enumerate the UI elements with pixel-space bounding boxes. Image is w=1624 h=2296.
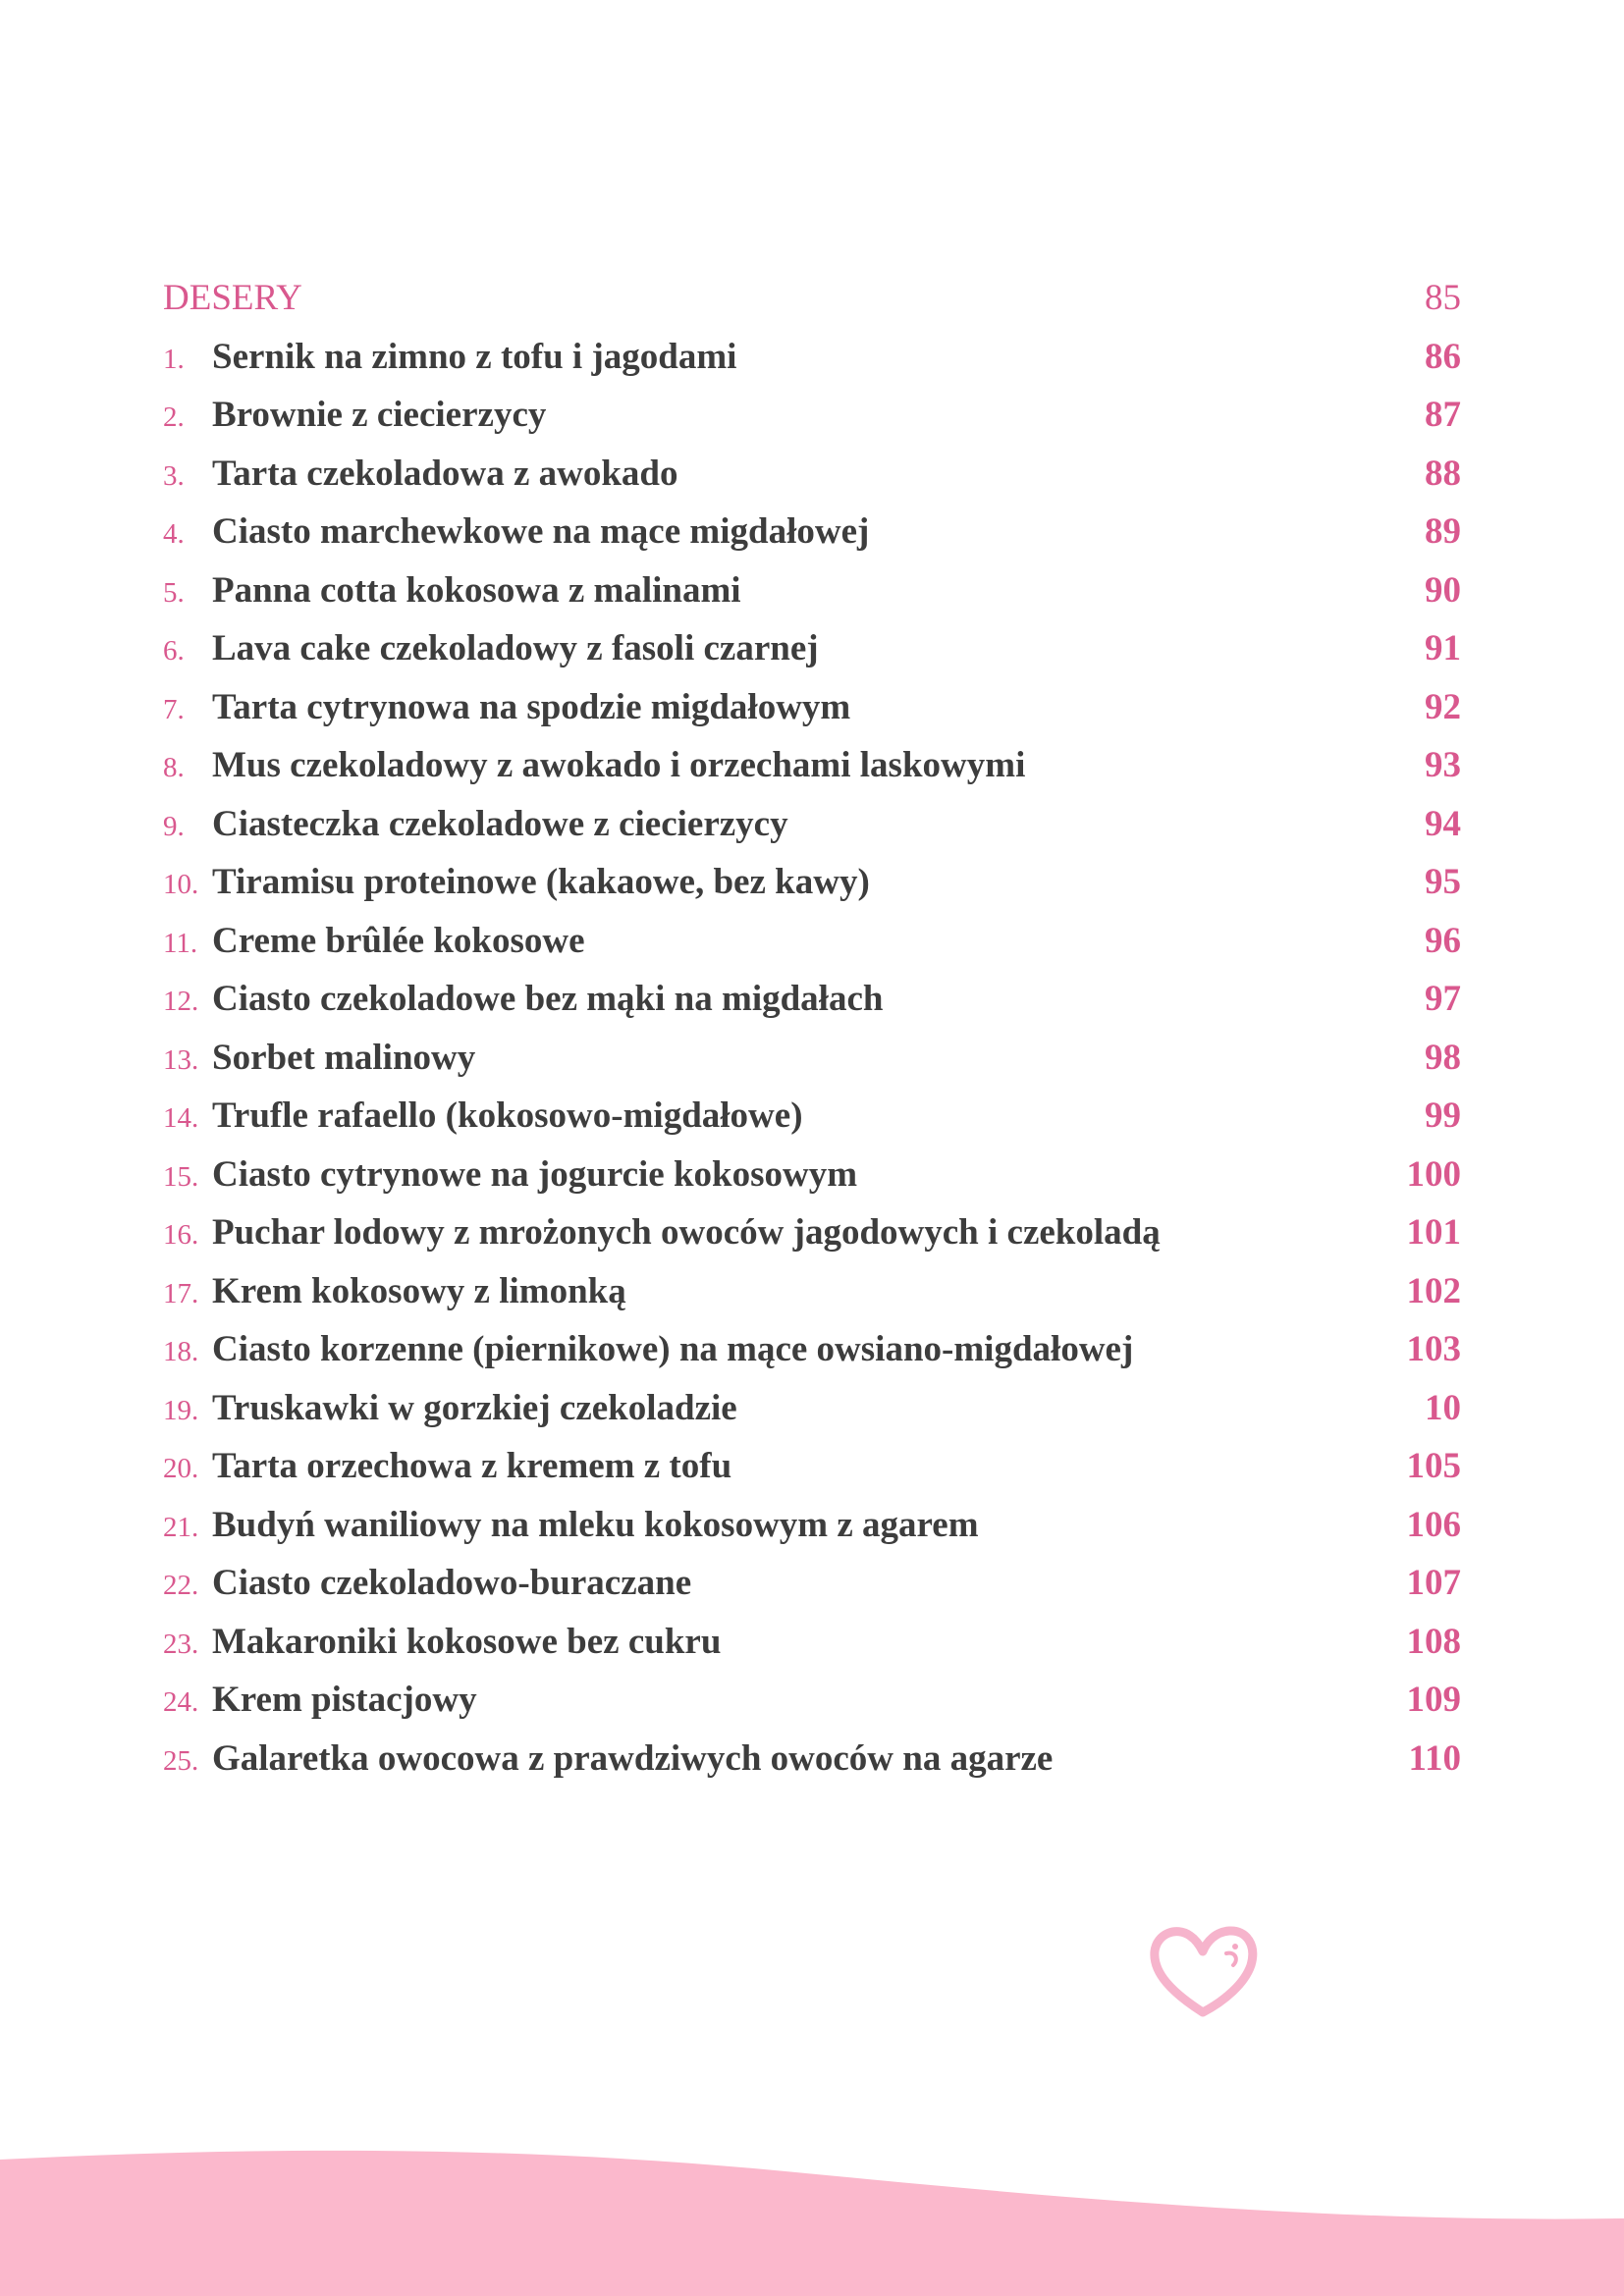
toc-item xyxy=(163,1320,1461,1379)
toc-item xyxy=(163,970,1461,1029)
toc-item-number: 18. xyxy=(163,1336,199,1367)
section-header xyxy=(163,269,1461,328)
toc-item-number: 11. xyxy=(163,927,198,959)
wave-shape xyxy=(0,2150,1624,2296)
toc-item-page: 98 xyxy=(1425,1037,1461,1078)
toc-item-page: 101 xyxy=(1406,1212,1461,1253)
toc-item-page: 93 xyxy=(1425,745,1461,785)
toc-item-page: 88 xyxy=(1425,453,1461,494)
toc-item-number: 24. xyxy=(163,1686,199,1718)
toc-item-page: 107 xyxy=(1406,1563,1461,1603)
toc-item-page: 99 xyxy=(1425,1095,1461,1136)
toc-item-number: 14. xyxy=(163,1102,199,1134)
toc-item xyxy=(163,1496,1461,1555)
toc-item-title: Truskawki w gorzkiej czekoladzie xyxy=(212,1387,737,1428)
toc-item-title: Ciasto cytrynowe na jogurcie kokosowym xyxy=(212,1153,858,1195)
table-of-contents xyxy=(163,269,1461,1788)
toc-item-title: Sernik na zimno z tofu i jagodami xyxy=(212,336,737,377)
toc-item-page: 110 xyxy=(1408,1737,1461,1779)
toc-item-page: 91 xyxy=(1425,628,1461,668)
section-title: DESERY xyxy=(163,278,302,318)
toc-item-title: Trufle rafaello (kokosowo-migdałowe) xyxy=(212,1095,803,1136)
toc-item-title: Lava cake czekoladowy z fasoli czarnej xyxy=(212,628,819,668)
toc-item-number: 8. xyxy=(163,752,185,783)
toc-item-title: Krem pistacjowy xyxy=(212,1680,477,1720)
toc-item xyxy=(163,619,1461,678)
toc-item-page: 90 xyxy=(1425,569,1461,611)
toc-item xyxy=(163,503,1461,561)
toc-item xyxy=(163,1029,1461,1088)
toc-item-title: Tiramisu proteinowe (kakaowe, bez kawy) xyxy=(212,862,870,902)
toc-item-page: 102 xyxy=(1406,1270,1461,1311)
toc-item-number: 23. xyxy=(163,1628,199,1660)
toc-item-number: 2. xyxy=(163,401,185,433)
toc-item-number: 1. xyxy=(163,343,185,375)
toc-item-number: 17. xyxy=(163,1277,199,1309)
toc-item-title: Tarta czekoladowa z awokado xyxy=(212,453,678,494)
toc-item-title: Ciasto marchewkowe na mące migdałowej xyxy=(212,511,870,552)
toc-item-page: 100 xyxy=(1406,1153,1461,1195)
toc-item-number: 22. xyxy=(163,1570,199,1601)
toc-item xyxy=(163,1262,1461,1321)
toc-item-page: 95 xyxy=(1425,862,1461,902)
toc-item xyxy=(163,1146,1461,1204)
toc-item-title: Galaretka owocowa z prawdziwych owoców na agarze xyxy=(212,1737,1054,1779)
toc-item-page: 97 xyxy=(1425,979,1461,1019)
toc-item xyxy=(163,795,1461,854)
toc-item-page: 94 xyxy=(1425,803,1461,844)
toc-item xyxy=(163,1203,1461,1262)
toc-item-page: 89 xyxy=(1425,511,1461,552)
toc-item-page: 105 xyxy=(1406,1446,1461,1486)
toc-item-page: 92 xyxy=(1425,686,1461,727)
toc-item-title: Krem kokosowy z limonką xyxy=(212,1270,626,1311)
toc-item xyxy=(163,1379,1461,1438)
toc-item-number: 10. xyxy=(163,869,199,900)
toc-item-number: 5. xyxy=(163,576,185,609)
toc-item xyxy=(163,1087,1461,1146)
toc-item-number: 19. xyxy=(163,1394,199,1426)
toc-item-title: Makaroniki kokosowe bez cukru xyxy=(212,1621,722,1662)
toc-item-title: Ciasteczka czekoladowe z ciecierzycy xyxy=(212,803,788,844)
toc-item-number: 7. xyxy=(163,693,185,725)
toc-item-page: 10 xyxy=(1425,1387,1461,1428)
section-page: 85 xyxy=(1425,278,1461,318)
toc-item-page: 103 xyxy=(1406,1329,1461,1369)
toc-item xyxy=(163,1554,1461,1613)
toc-item-title: Puchar lodowy z mrożonych owoców jagodowych i czekoladą xyxy=(212,1212,1161,1253)
toc-item xyxy=(163,912,1461,971)
toc-item xyxy=(163,445,1461,504)
toc-item xyxy=(163,1671,1461,1730)
toc-item-number: 21. xyxy=(163,1511,199,1543)
toc-item-title: Brownie z ciecierzycy xyxy=(212,395,547,435)
toc-item-number: 4. xyxy=(163,518,185,550)
toc-item xyxy=(163,1437,1461,1496)
toc-item xyxy=(163,1730,1461,1789)
toc-item-page: 108 xyxy=(1406,1621,1461,1662)
toc-item-title: Tarta orzechowa z kremem z tofu xyxy=(212,1446,732,1486)
toc-item-title: Ciasto czekoladowo-buraczane xyxy=(212,1563,692,1603)
toc-item-page: 96 xyxy=(1425,920,1461,961)
toc-item xyxy=(163,736,1461,795)
toc-item-title: Ciasto czekoladowe bez mąki na migdałach xyxy=(212,979,884,1019)
toc-item-number: 16. xyxy=(163,1219,199,1251)
toc-item xyxy=(163,1613,1461,1672)
toc-item xyxy=(163,678,1461,737)
toc-item-title: Ciasto korzenne (piernikowe) na mące owsiano-migdałowej xyxy=(212,1329,1134,1369)
toc-item-number: 6. xyxy=(163,635,185,667)
heart-icon xyxy=(1145,1922,1261,2020)
toc-item-title: Budyń waniliowy na mleku kokosowym z agarem xyxy=(212,1504,979,1545)
toc-item-number: 13. xyxy=(163,1043,199,1076)
toc-item-title: Mus czekoladowy z awokado i orzechami laskowymi xyxy=(212,745,1026,785)
toc-item-number: 15. xyxy=(163,1160,199,1193)
toc-item xyxy=(163,561,1461,620)
toc-item-page: 106 xyxy=(1406,1504,1461,1545)
toc-item-title: Tarta cytrynowa na spodzie migdałowym xyxy=(212,686,851,727)
toc-item-page: 86 xyxy=(1425,336,1461,377)
toc-item-number: 12. xyxy=(163,986,199,1017)
toc-item-page: 109 xyxy=(1406,1680,1461,1720)
toc-item-title: Sorbet malinowy xyxy=(212,1037,476,1078)
toc-item-page: 87 xyxy=(1425,395,1461,435)
toc-item xyxy=(163,853,1461,912)
toc-item-title: Panna cotta kokosowa z malinami xyxy=(212,569,741,611)
toc-item-number: 9. xyxy=(163,810,185,842)
toc-item-number: 20. xyxy=(163,1453,199,1484)
toc-item xyxy=(163,328,1461,387)
toc-item xyxy=(163,386,1461,445)
toc-item-title: Creme brûlée kokosowe xyxy=(212,920,585,961)
toc-list xyxy=(163,328,1461,1789)
toc-item-number: 25. xyxy=(163,1744,199,1777)
toc-item-number: 3. xyxy=(163,459,185,492)
